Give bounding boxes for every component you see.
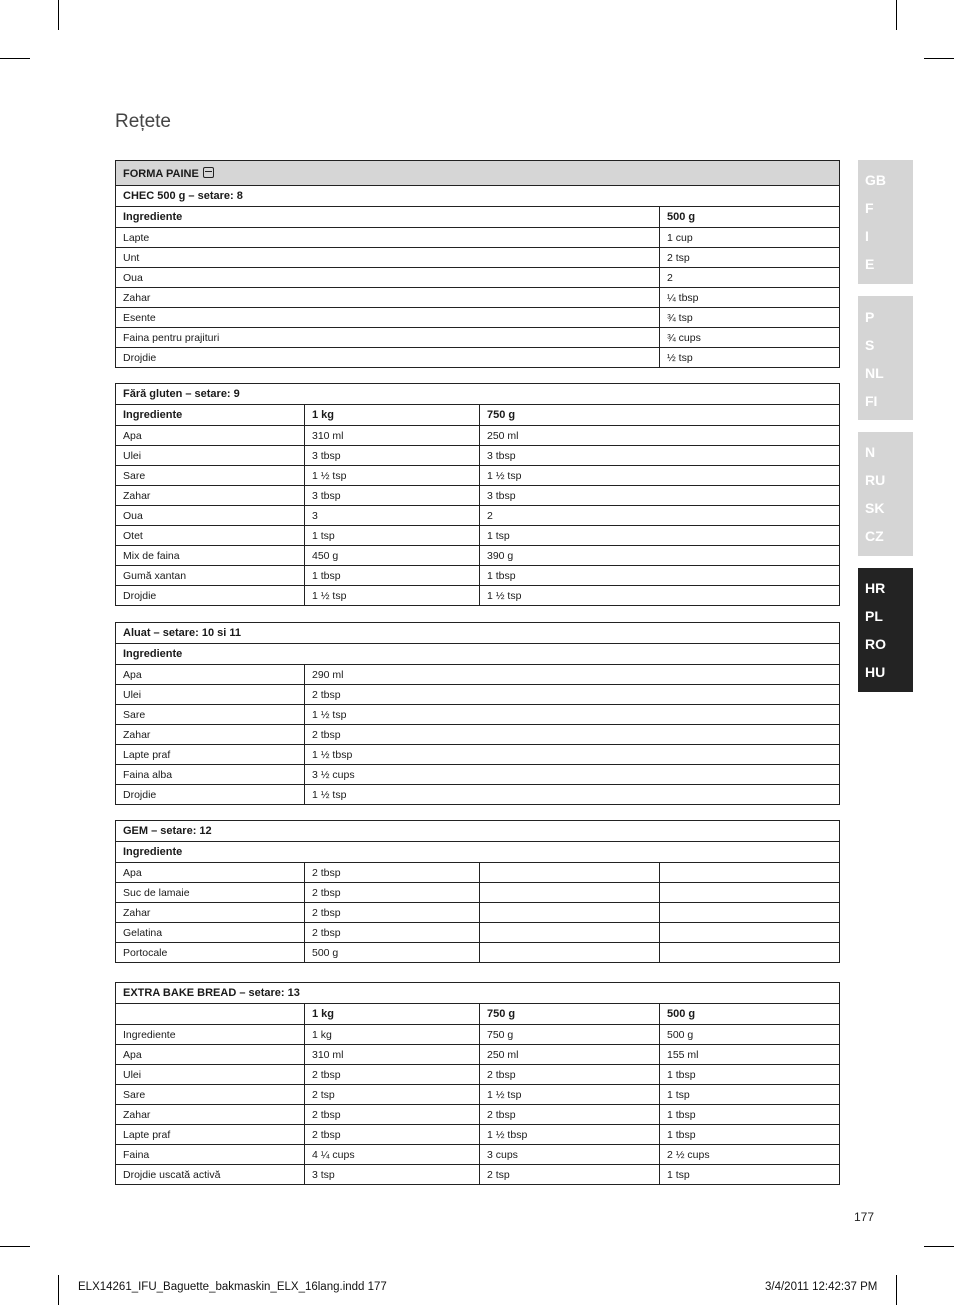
lang-label: P	[865, 309, 875, 325]
language-group-2	[858, 296, 913, 420]
crop-mark	[58, 1275, 59, 1305]
recipe-title: GEM – setare: 12	[116, 821, 840, 842]
recipe-table-extra-bake	[115, 982, 840, 1185]
table-row: Ulei 3 tbsp 3 tbsp	[116, 446, 840, 466]
lang-label: GB	[865, 172, 886, 188]
table-row: Zahar ¼ tbsp	[116, 288, 840, 308]
table-row: Drojdie ½ tsp	[116, 348, 840, 368]
section-title: FORMA PAINE	[123, 167, 199, 180]
lang-label: NL	[865, 365, 884, 381]
column-header: Ingrediente	[116, 207, 660, 228]
crop-mark	[896, 1275, 897, 1305]
column-header: 750 g	[480, 1004, 660, 1025]
table-row: Otet 1 tsp 1 tsp	[116, 526, 840, 546]
table-row: Gelatina 2 tbsp	[116, 923, 840, 943]
lang-label: E	[865, 256, 875, 272]
table-row: Ulei 2 tbsp 2 tbsp 1 tbsp	[116, 1065, 840, 1085]
column-header: 500 g	[660, 207, 840, 228]
column-header: 500 g	[660, 1004, 840, 1025]
table-row: Lapte praf 1 ½ tbsp	[116, 745, 840, 765]
lang-label: F	[865, 200, 874, 216]
table-row: Zahar 3 tbsp 3 tbsp	[116, 486, 840, 506]
recipe-title: Aluat – setare: 10 si 11	[116, 623, 840, 644]
language-group-3	[858, 432, 913, 556]
table-row: Portocale 500 g	[116, 943, 840, 963]
table-row: Unt 2 tsp	[116, 248, 840, 268]
recipe-title: Fără gluten – setare: 9	[116, 384, 840, 405]
recipe-table-jam	[115, 820, 840, 963]
table-row: Mix de faina 450 g 390 g	[116, 546, 840, 566]
table-row: Ulei 2 tbsp	[116, 685, 840, 705]
table-row: Sare 2 tsp 1 ½ tsp 1 tsp	[116, 1085, 840, 1105]
column-header: Ingrediente	[116, 842, 840, 863]
lang-label: FI	[865, 393, 878, 409]
table-row: Gumă xantan 1 tbsp 1 tbsp	[116, 566, 840, 586]
table-row: Sare 1 ½ tsp 1 ½ tsp	[116, 466, 840, 486]
language-group-active	[858, 568, 913, 692]
crop-mark	[58, 0, 59, 30]
table-row: Faina alba 3 ½ cups	[116, 765, 840, 785]
column-header: Ingrediente	[116, 405, 305, 426]
table-row: Faina 4 ¼ cups 3 cups 2 ½ cups	[116, 1145, 840, 1165]
lang-label: RO	[865, 636, 886, 652]
page-title: Rețete	[115, 111, 171, 132]
lang-label: RU	[865, 472, 886, 488]
table-row: Zahar 2 tbsp	[116, 903, 840, 923]
table-row: Ingrediente 1 kg 750 g 500 g	[116, 1025, 840, 1045]
language-group-1	[858, 160, 913, 284]
column-header: 1 kg	[305, 405, 480, 426]
recipe-table-dough	[115, 622, 840, 805]
bread-pan-icon	[203, 167, 214, 178]
crop-mark	[0, 58, 30, 59]
table-row: Suc de lamaie 2 tbsp	[116, 883, 840, 903]
recipe-table-gluten-free	[115, 383, 840, 606]
column-header: 1 kg	[305, 1004, 480, 1025]
table-row: Apa 290 ml	[116, 665, 840, 685]
page-number: 177	[854, 1210, 875, 1224]
footer-filename: ELX14261_IFU_Baguette_bakmaskin_ELX_16lang.indd 177	[78, 1281, 387, 1293]
table-row: Apa 310 ml 250 ml 155 ml	[116, 1045, 840, 1065]
lang-label: I	[865, 228, 869, 244]
lang-label: HU	[865, 664, 886, 680]
table-row: Zahar 2 tbsp	[116, 725, 840, 745]
column-header: 750 g	[480, 405, 840, 426]
table-row: Apa 310 ml 250 ml	[116, 426, 840, 446]
crop-mark	[896, 0, 897, 30]
table-row: Apa 2 tbsp	[116, 863, 840, 883]
lang-label: HR	[865, 580, 886, 596]
crop-mark	[924, 58, 954, 59]
table-row: Zahar 2 tbsp 2 tbsp 1 tbsp	[116, 1105, 840, 1125]
table-row: Lapte 1 cup	[116, 228, 840, 248]
table-row: Faina pentru prajituri ¾ cups	[116, 328, 840, 348]
lang-label: N	[865, 444, 876, 460]
lang-label: PL	[865, 608, 883, 624]
table-row: Oua 2	[116, 268, 840, 288]
crop-mark	[0, 1246, 30, 1247]
column-header	[116, 1004, 305, 1025]
lang-label: SK	[865, 500, 885, 516]
table-row: Drojdie 1 ½ tsp	[116, 785, 840, 805]
table-row: Drojdie uscată activă 3 tsp 2 tsp 1 tsp	[116, 1165, 840, 1185]
table-row: Oua 3 2	[116, 506, 840, 526]
lang-label: S	[865, 337, 875, 353]
table-row: Lapte praf 2 tbsp 1 ½ tbsp 1 tbsp	[116, 1125, 840, 1145]
recipe-title: CHEC 500 g – setare: 8	[116, 186, 840, 207]
column-header: Ingrediente	[116, 644, 840, 665]
lang-label: CZ	[865, 528, 884, 544]
footer-timestamp: 3/4/2011 12:42:37 PM	[765, 1281, 878, 1293]
table-row: Esente ¾ tsp	[116, 308, 840, 328]
crop-mark	[924, 1246, 954, 1247]
table-row: Sare 1 ½ tsp	[116, 705, 840, 725]
recipe-table-chec	[115, 160, 840, 368]
table-row: Drojdie 1 ½ tsp 1 ½ tsp	[116, 586, 840, 606]
recipe-title: EXTRA BAKE BREAD – setare: 13	[116, 983, 840, 1004]
